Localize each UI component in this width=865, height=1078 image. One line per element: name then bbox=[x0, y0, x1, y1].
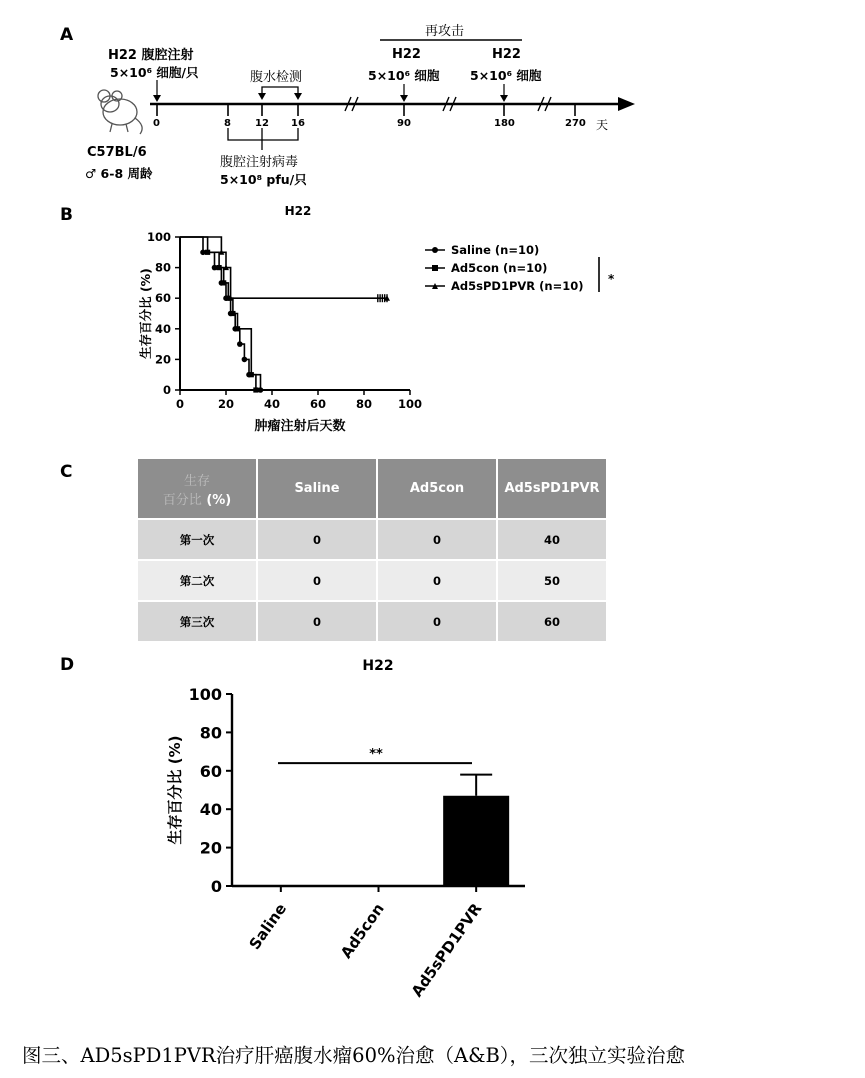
col-header-saline: Saline bbox=[257, 459, 377, 519]
x-tick-label: 60 bbox=[309, 397, 327, 411]
x-tick-label: 20 bbox=[217, 397, 235, 411]
virus-label: 腹腔注射病毒 bbox=[220, 155, 299, 170]
survival-bar-chart bbox=[0, 645, 865, 1030]
x-axis-label: 肿瘤注射后天数 bbox=[254, 419, 346, 434]
data-point bbox=[205, 250, 210, 255]
x-tick-label: Saline bbox=[245, 899, 291, 953]
header-line-1: 生存 bbox=[183, 473, 210, 489]
y-axis-label: 生存百分比 (%) bbox=[166, 735, 184, 845]
data-point bbox=[249, 372, 254, 377]
series-line bbox=[180, 237, 256, 390]
mouse-strain: C57BL/6 bbox=[87, 145, 147, 160]
day-8: 8 bbox=[224, 118, 231, 129]
significance-marker: ** bbox=[369, 747, 383, 763]
y-tick-label: 20 bbox=[154, 352, 171, 367]
table-row bbox=[138, 519, 607, 560]
data-point bbox=[258, 387, 264, 393]
data-point bbox=[242, 357, 248, 363]
data-point bbox=[217, 265, 222, 270]
injection-dose: 5×10⁶ 细胞/只 bbox=[110, 65, 199, 80]
series-line bbox=[180, 237, 261, 390]
rechallenge-2-title: H22 bbox=[492, 47, 521, 62]
y-tick-label: 40 bbox=[154, 321, 171, 336]
y-tick-label: 100 bbox=[146, 230, 171, 244]
virus-bracket bbox=[228, 128, 298, 140]
rechallenge-1-dose: 5×10⁶ 细胞 bbox=[368, 68, 440, 83]
data-point bbox=[212, 265, 218, 271]
day-unit: 天 bbox=[596, 118, 609, 132]
col-header-ad5con: Ad5con bbox=[377, 459, 497, 519]
day-12: 12 bbox=[255, 118, 269, 129]
header-line-2: 百分比 bbox=[162, 492, 202, 508]
header-unit: (%) bbox=[206, 492, 232, 508]
table-row bbox=[138, 560, 607, 601]
x-tick-label: 0 bbox=[175, 397, 185, 411]
day-180: 180 bbox=[494, 118, 515, 129]
legend-marker bbox=[432, 247, 438, 253]
x-tick-label: 40 bbox=[263, 397, 281, 411]
data-point bbox=[237, 341, 243, 347]
survival-table bbox=[138, 459, 608, 643]
chart-b-title: H22 bbox=[284, 204, 312, 218]
y-axis-label: 生存百分比 (%) bbox=[138, 268, 153, 359]
panel-a-letter: A bbox=[60, 25, 74, 45]
table-cell: 40 bbox=[497, 519, 607, 560]
row-label: 第三次 bbox=[138, 601, 257, 642]
ascites-label: 腹水检测 bbox=[250, 70, 303, 85]
panel-b-letter: B bbox=[60, 205, 73, 225]
timeline-arrowhead bbox=[618, 97, 635, 111]
panel-d-letter: D bbox=[60, 655, 75, 675]
col-header-ad5spd1pvr: Ad5sPD1PVR bbox=[497, 459, 607, 519]
survival-chart bbox=[0, 195, 865, 445]
virus-dose: 5×10⁸ pfu/只 bbox=[220, 172, 307, 187]
day-270: 270 bbox=[565, 118, 586, 129]
day-16: 16 bbox=[291, 118, 305, 129]
table-cell: 0 bbox=[257, 601, 377, 642]
x-tick-label: 80 bbox=[355, 397, 373, 411]
table-cell: 50 bbox=[497, 560, 607, 601]
y-tick-label: 80 bbox=[154, 260, 171, 275]
data-point bbox=[235, 326, 240, 331]
table-cell: 0 bbox=[377, 601, 497, 642]
day-90: 90 bbox=[397, 118, 411, 129]
series-line bbox=[180, 237, 387, 298]
significance-marker: * bbox=[608, 272, 615, 286]
data-point bbox=[221, 280, 226, 285]
rechallenge-label: 再攻击 bbox=[425, 24, 465, 39]
table-cell: 0 bbox=[377, 560, 497, 601]
rechallenge-2-dose: 5×10⁶ 细胞 bbox=[470, 68, 542, 83]
mouse-icon bbox=[98, 90, 142, 134]
y-tick-label: 0 bbox=[162, 383, 171, 397]
table-cell: 0 bbox=[377, 519, 497, 560]
legend-marker bbox=[432, 265, 438, 271]
table-cell: 0 bbox=[257, 519, 377, 560]
bar bbox=[443, 796, 509, 886]
y-tick-label: 40 bbox=[199, 800, 222, 820]
y-tick-label: 60 bbox=[154, 291, 171, 306]
rechallenge-1-title: H22 bbox=[392, 47, 421, 62]
table-header-row bbox=[138, 459, 607, 519]
legend-label: Saline (n=10) bbox=[451, 243, 540, 257]
panel-c-letter: C bbox=[60, 462, 73, 482]
y-tick-label: 0 bbox=[210, 877, 222, 896]
data-point bbox=[253, 387, 258, 392]
x-tick-label: 100 bbox=[397, 397, 423, 411]
x-tick-label: Ad5sPD1PVR bbox=[407, 899, 486, 1001]
table-cell: 0 bbox=[257, 560, 377, 601]
table-row bbox=[138, 601, 607, 642]
table-corner-cell bbox=[138, 459, 257, 519]
legend-label: Ad5sPD1PVR (n=10) bbox=[451, 279, 584, 293]
y-tick-label: 100 bbox=[188, 685, 222, 704]
x-tick-label: Ad5con bbox=[337, 899, 388, 962]
figure-caption: 图三、AD5sPD1PVR治疗肝癌腹水瘤60%治愈（A&B），三次独立实验治愈 bbox=[22, 1044, 686, 1067]
injection-title: H22 腹腔注射 bbox=[108, 48, 194, 63]
y-tick-label: 20 bbox=[199, 838, 222, 858]
data-point bbox=[230, 311, 235, 316]
mouse-info: ♂ 6-8 周龄 bbox=[85, 166, 153, 181]
y-tick-label: 80 bbox=[199, 723, 222, 743]
row-label: 第一次 bbox=[138, 519, 257, 560]
y-tick-label: 60 bbox=[199, 761, 222, 781]
table-cell: 60 bbox=[497, 601, 607, 642]
legend-label: Ad5con (n=10) bbox=[451, 261, 548, 275]
row-label: 第二次 bbox=[138, 560, 257, 601]
data-point bbox=[200, 250, 206, 256]
day-0: 0 bbox=[153, 118, 160, 129]
ascites-bracket bbox=[262, 87, 298, 98]
timeline-ticks bbox=[157, 104, 575, 116]
chart-d-title: H22 bbox=[362, 658, 394, 674]
